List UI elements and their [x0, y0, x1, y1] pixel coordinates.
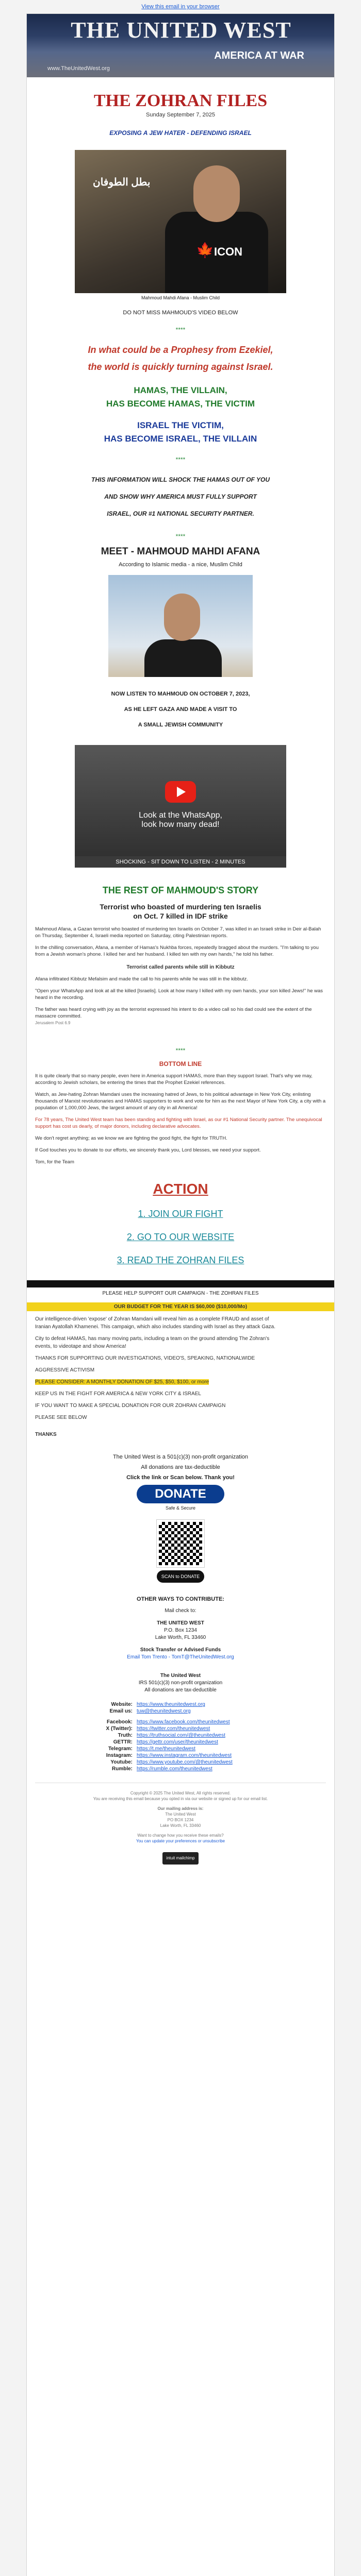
action-title: ACTION	[153, 1181, 208, 1197]
video-text: Look at the WhatsApp, look how many dead!	[139, 811, 222, 829]
social-link-row: Telegram: https://t.me/theunitedwest	[108, 1746, 195, 1752]
social-link-row: X (Twitter): https://twitter.com/theunitedwest	[106, 1726, 210, 1732]
social-link-row: Youtube: https://www.youtube.com/@theunitedwest	[110, 1759, 233, 1765]
play-button-icon[interactable]	[165, 781, 196, 803]
photo-head	[193, 165, 240, 222]
story-paragraph: In the chilling conversation, Afana, a member of Hamas's Nukhba forces, repeatedly bragged about the murders. "I'm talking to you from a Jewish woman's phone. I killed her and her husband. I killed ten with my own hands," he told his father.	[35, 945, 319, 957]
story-body	[27, 926, 334, 1026]
website-link[interactable]: 2. GO TO OUR WEBSITE	[126, 1232, 235, 1242]
footer: Copyright © 2025 The United West, All rights reserved. You are receiving this email because you opted in via our website or signed up for our email list. Our mailing address is: The United West PO BOX 1234 Lake Worth, FL 33460 Want to change how you receive these emails? You can update your preferences or unsubscribe intuit mailchimp	[27, 1790, 334, 1865]
monthly-donation-highlight: PLEASE CONSIDER: A MONTHLY DONATION OF $25, $50, $100, or more	[35, 1379, 209, 1385]
mailchimp-badge[interactable]: intuit mailchimp	[162, 1852, 199, 1865]
social-link-row: Rumble: https://rumble.com/theunitedwest	[112, 1766, 212, 1772]
scan-to-donate-button[interactable]: SCAN to DONATE	[157, 1570, 204, 1583]
mahmoud-photo	[75, 150, 286, 293]
donate-section: The United West is a 501(c)(3) non-profit organization All donations are tax-deductible Click the link or Scan below. Thank you! DONATE Safe & Secure SCAN to DONATE	[27, 1454, 334, 1583]
mahmoud-photo-2	[108, 575, 253, 677]
donate-button[interactable]: DONATE	[137, 1485, 224, 1503]
story-subheading: Terrorist called parents while still in Kibbutz	[126, 964, 235, 970]
social-link-row: GETTR: https://gettr.com/user/theunitedwest	[113, 1739, 218, 1745]
photo2-head	[164, 594, 200, 641]
bottom-line-body: It is quite clearly that so many people, even here in America support HAMAS, more than they support Israel. That's why we may, according to Jewish scholars, be entering the times that the Prophet Ezekiel references. Watch, as Jew-hating Zohran Mamdani uses the increasing hatred of Jews, to his political advantage in New York City, enlisting thousands of Marxist revolutionaries and HAMAS supporters to work and vote for him as the next Mayor of New York City, a city with a population of 1,000,000 Jews, the largest amount of any city in all America! For 78 years, The United West team has been standing and fighting with Israel, as our #1 National Security partner. The unequivocal support has cost us dearly, of major donors, including declarative advocates. We don't regret anything; as we know we are fighting the good fight, the fight for TRUTH. If God touches you to donate to our efforts, we sincerely thank you, Lord blesses, we need your support. Tom, for the Team	[35, 1073, 326, 1165]
story-paragraph: The father was heard crying with joy as the terrorist expressed his intent to do a video call so his dad could see the extent of the massacre committed.	[35, 1007, 312, 1019]
prophecy-text: In what could be a Prophesy from Ezekiel, the world is quickly turning against Israel.	[88, 345, 273, 372]
secure-badge: Safe & Secure	[165, 1505, 196, 1511]
social-link-row: Website: https://www.theunitedwest.org	[111, 1702, 205, 1707]
dont-miss-text: DO NOT MISS MAHMOUD'S VIDEO BELOW	[123, 310, 238, 316]
social-link-row: Facebook: https://www.facebook.com/theunitedwest	[106, 1719, 230, 1725]
photo-caption: Mahmoud Mahdi Afana - Muslim Child	[141, 295, 220, 300]
social-link-row: Truth: https://truthsocial.com/@theunitedwest	[118, 1733, 225, 1738]
other-ways-section: OTHER WAYS TO CONTRIBUTE: Mail check to: THE UNITED WEST P.O. Box 1234 Lake Worth, FL 33460 Stock Transfer or Advised Funds Email Tom Trento - TomT@TheUnitedWest.org The United West IRS 501(c)(3) non-profit organization All donations are tax-deductible	[27, 1596, 334, 1694]
story-paragraph: Mahmoud Afana, a Gazan terrorist who boasted of murdering ten Israelis on October 7, was killed in an Israeli strike in Deir al-Balah on Thursday, September 4, Israeli media reported on Saturday, citing Palestinian reports.	[35, 926, 321, 939]
banner-url: www.TheUnitedWest.org	[47, 65, 110, 72]
story-title: THE REST OF MAHMOUD'S STORY	[102, 885, 259, 895]
budget-bar: OUR BUDGET FOR THE YEAR IS $60,000 ($10,000/Mo)	[27, 1302, 334, 1311]
join-fight-link[interactable]: 1. JOIN OUR FIGHT	[138, 1209, 223, 1219]
meet-subtitle: According to Islamic media - a nice, Muslim Child	[119, 562, 242, 568]
social-links	[88, 1701, 273, 1772]
divider-stars: ****	[175, 326, 186, 333]
video-caption-bar: SHOCKING - SIT DOWN TO LISTEN - 2 MINUTES	[75, 856, 286, 868]
story-paragraph: Afana infiltrated Kibbutz Mefalsim and made the call to his parents while he was still in the kibbutz.	[35, 976, 248, 982]
story-paragraph: "Open your WhatsApp and look at all the killed [Israelis]. Look at how many I killed with my own hands, your son killed Jews!" he was heard in the recording.	[35, 988, 323, 1001]
divider-bar	[27, 1280, 334, 1287]
help-campaign-text: PLEASE HELP SUPPORT OUR CAMPAIGN - THE ZOHRAN FILES	[102, 1291, 259, 1296]
donate-qr-code[interactable]	[157, 1520, 204, 1567]
video-player[interactable]	[75, 745, 286, 868]
stock-email-link[interactable]: Email Tom Trento - TomT@TheUnitedWest.org	[127, 1654, 234, 1660]
social-link-row: Email us: tuw@theunitedwest.org	[109, 1708, 191, 1714]
expose-tagline: EXPOSING A JEW HATER - DEFENDING ISRAEL	[109, 129, 252, 137]
photo2-body	[144, 639, 222, 677]
top-bar	[0, 0, 361, 13]
listen-block: NOW LISTEN TO MAHMOUD ON OCTOBER 7, 2023, AS HE LEFT GAZA AND MADE A VISIT TO A SMALL JEWISH COMMUNITY	[111, 691, 250, 728]
photo-shirt-text: ICON	[214, 245, 242, 258]
story-subtitle: Terrorist who boasted of murdering ten Israelis on Oct. 7 killed in IDF strike	[100, 903, 261, 920]
hamas-block: HAMAS, THE VILLAIN, HAS BECOME HAMAS, THE VICTIM	[106, 385, 255, 409]
story-source: Jerusalem Post 6.9	[35, 1021, 71, 1025]
support-section: Our intelligence-driven 'expose' of Zohran Mamdani will reveal him as a complete FRAUD and asset of Iranian Ayatollah Khamenei. This campaign, which also includes standing with Israel as they attack Gaza. City to defeat HAMAS, has many moving parts, including a team on the ground attending The Zohran's events, to videotape and show America! THANKS FOR SUPPORTING OUR INVESTIGATIONS, VIDEO'S, SPEAKING, NATIONALWIDE AGGRESSIVE ACTIVISM PLEASE CONSIDER: A MONTHLY DONATION OF $25, $50, $100, or more KEEP US IN THE FIGHT FOR AMERICA & NEW YORK CITY & ISRAEL IF YOU WANT TO MAKE A SPECIAL DONATION FOR OUR ZOHRAN CAMPAIGN PLEASE SEE BELOW THANKS	[35, 1316, 276, 1437]
meet-title: MEET - MAHMOUD MAHDI AFANA	[101, 546, 260, 557]
issue-date: Sunday September 7, 2025	[146, 112, 215, 118]
unsubscribe-link[interactable]: You can update your preferences or unsubscribe	[136, 1839, 225, 1843]
maple-leaf-icon: 🍁	[196, 242, 214, 258]
page-title: THE ZOHRAN FILES	[93, 91, 268, 110]
divider-stars: ****	[175, 456, 186, 463]
view-in-browser-link[interactable]: View this email in your browser	[141, 4, 220, 10]
social-link-row: Instagram: https://www.instagram.com/theunitedwest	[106, 1753, 232, 1758]
photo-arabic-text: بطل الطوفان	[93, 177, 151, 188]
divider-stars: ****	[175, 533, 186, 540]
email-card	[26, 13, 335, 2576]
zohran-files-link[interactable]: 3. READ THE ZOHRAN FILES	[117, 1255, 244, 1265]
shock-block: THIS INFORMATION WILL SHOCK THE HAMAS OUT OF YOU AND SHOW WHY AMERICA MUST FULLY SUPPORT ISRAEL, OUR #1 NATIONAL SECURITY PARTNER.	[91, 476, 270, 517]
israel-block: ISRAEL THE VICTIM, HAS BECOME ISRAEL, THE VILLAIN	[104, 420, 257, 444]
banner-title: THE UNITED WEST	[71, 18, 291, 43]
banner-subtitle: AMERICA AT WAR	[214, 50, 304, 61]
divider-stars: ****	[175, 1047, 186, 1054]
bottom-line-title: BOTTOM LINE	[159, 1060, 202, 1067]
banner	[27, 14, 335, 77]
